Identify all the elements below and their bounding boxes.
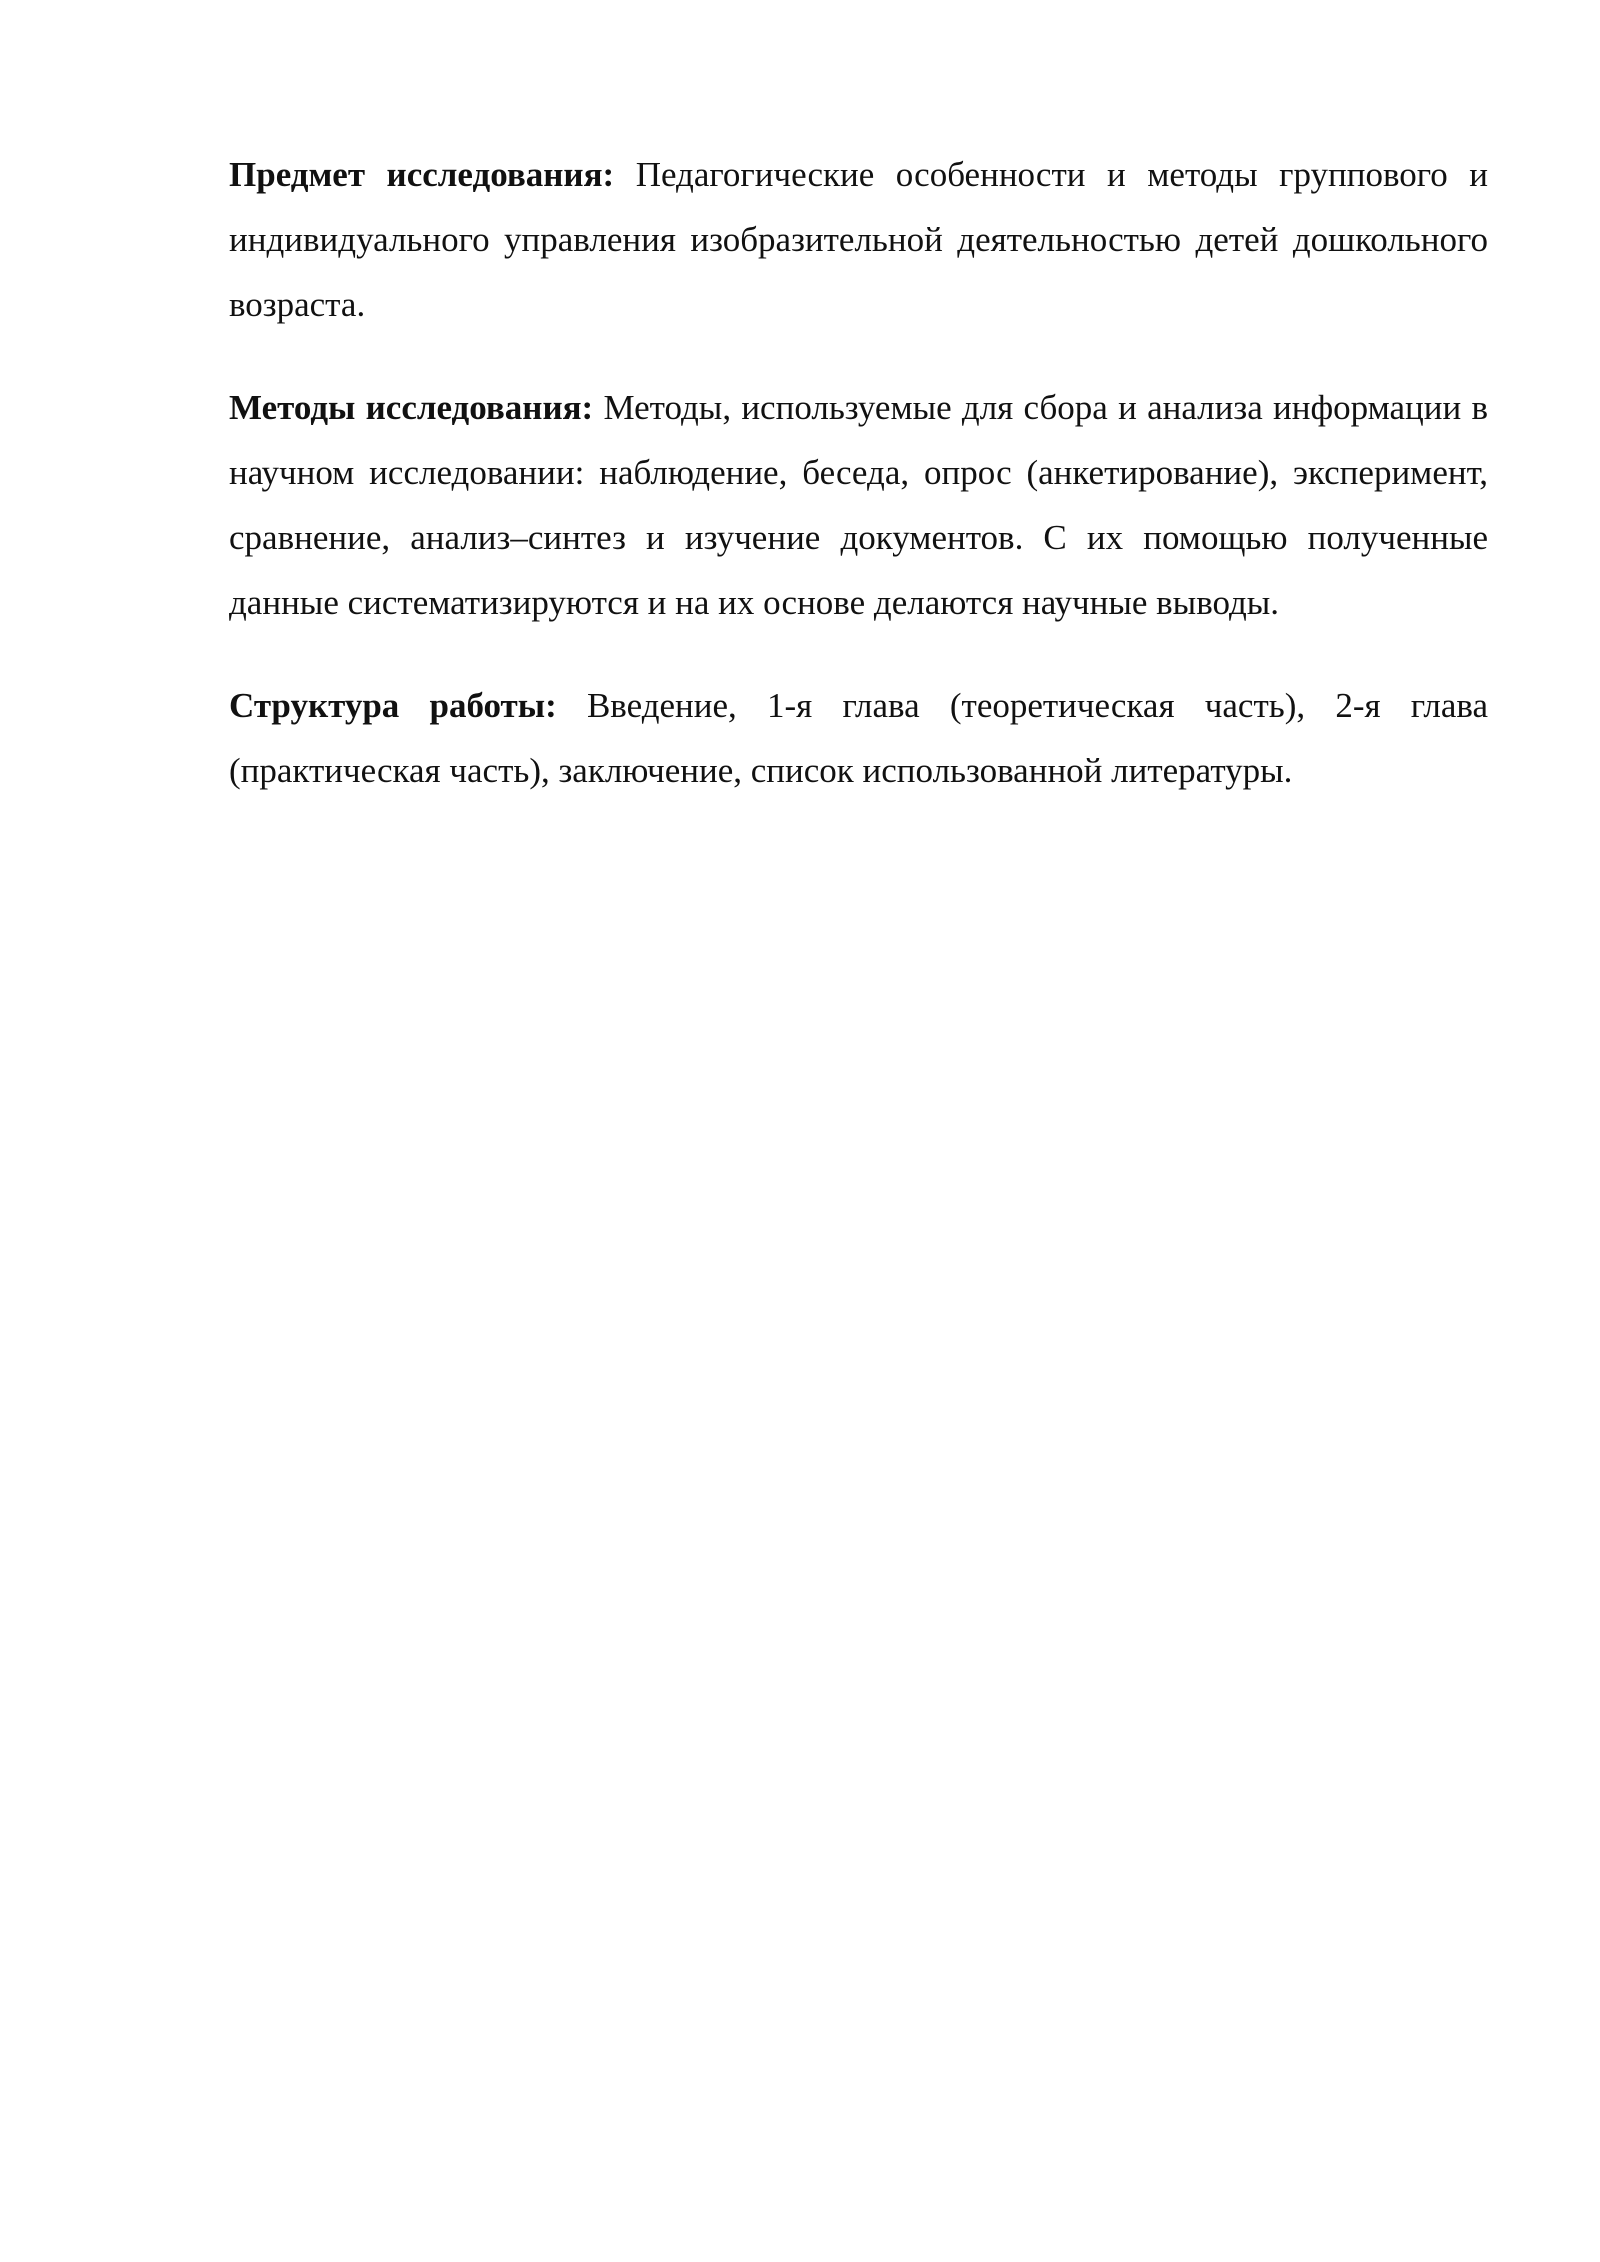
- paragraph-research-methods: [229, 375, 1488, 635]
- work-structure-term: Структура работы:: [229, 686, 557, 725]
- research-subject-text: Педагогические особенности и методы группового и индивидуального управления изобразительной деятельностью детей дошкольного возраста.: [229, 155, 1488, 324]
- research-methods-text: Методы, используемые для сбора и анализа информации в научном исследовании: наблюдение, беседа, опрос (анкетирование), эксперимент, сравнение, анализ–синтез и изучение документов. С их помощью полученные данные систематизируются и на их основе делаются научные выводы.: [229, 388, 1489, 622]
- document-body: [229, 142, 1488, 841]
- paragraph-research-subject: [229, 142, 1488, 337]
- work-structure-text: Введение, 1-я глава (теоретическая часть), 2-я глава (практическая часть), заключение, список использованной литературы.: [229, 686, 1488, 790]
- paragraph-work-structure: [229, 673, 1488, 803]
- research-methods-term: Методы исследования:: [229, 388, 594, 427]
- research-subject-term: Предмет исследования:: [229, 155, 615, 194]
